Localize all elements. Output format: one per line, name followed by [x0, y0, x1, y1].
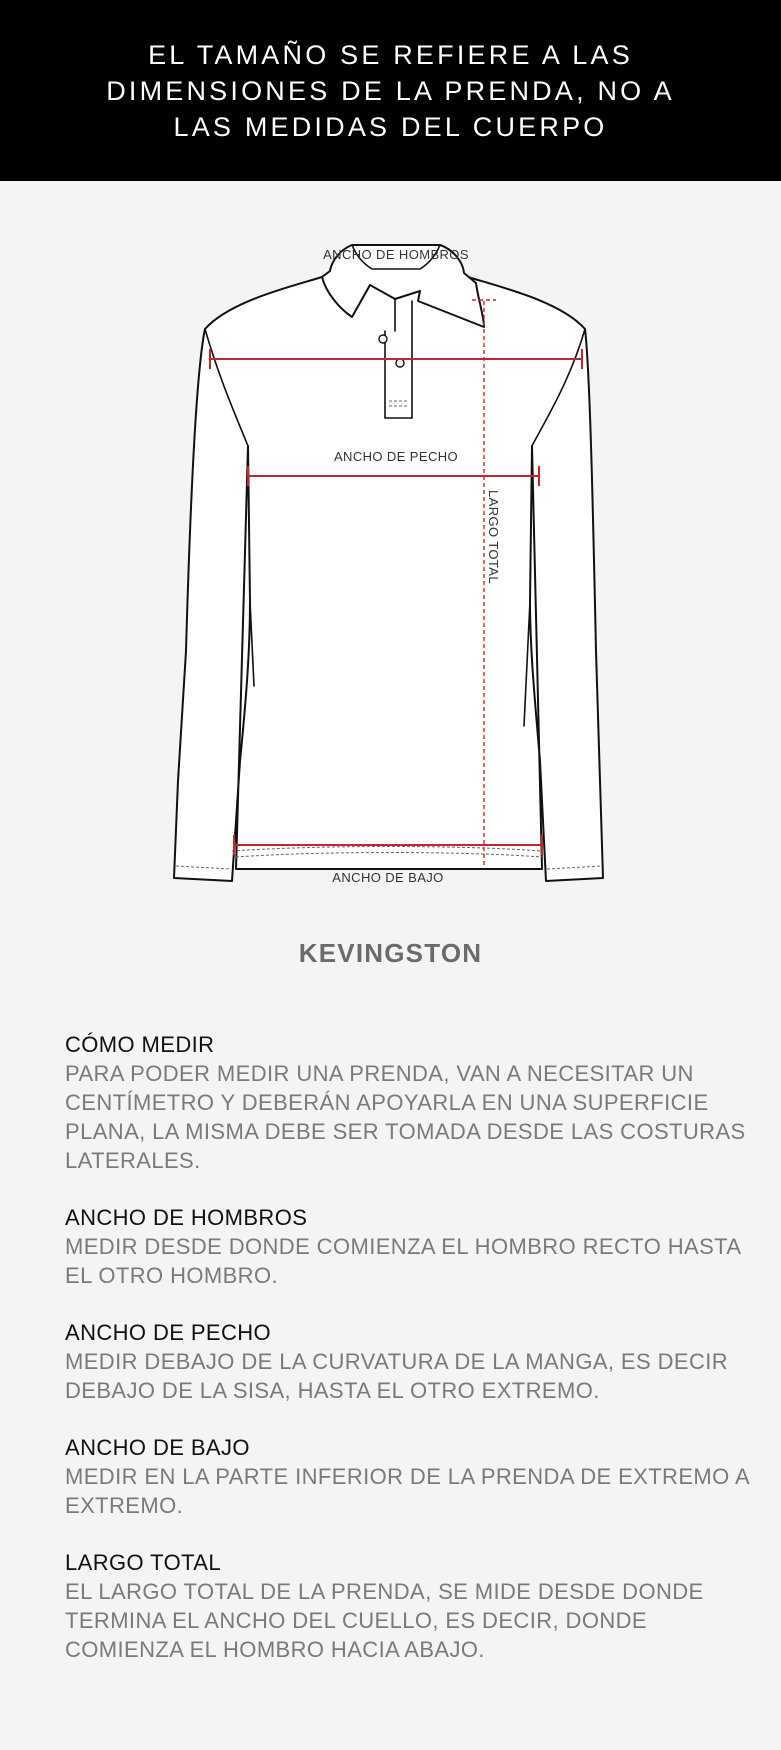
button-icon: [379, 335, 387, 343]
shoulder-label: ANCHO DE HOMBROS: [323, 247, 469, 262]
section-how-to-measure: [65, 1030, 755, 1175]
long-sleeve-polo-shirt-icon: [0, 181, 781, 921]
header-banner: [0, 0, 781, 181]
section-chest-width: [65, 1318, 755, 1405]
size-diagram: [0, 181, 781, 921]
section-shoulder-width: [65, 1203, 755, 1290]
page-title: EL TAMAÑO SE REFIERE A LAS DIMENSIONES DE LA PRENDA, NO A LAS MEDIDAS DEL CUERPO: [106, 39, 675, 142]
section-heading: ANCHO DE PECHO: [65, 1320, 272, 1345]
section-body: MEDIR DESDE DONDE COMIENZA EL HOMBRO RECTO HASTA EL OTRO HOMBRO.: [65, 1234, 741, 1288]
section-heading: ANCHO DE HOMBROS: [65, 1205, 308, 1230]
length-label: LARGO TOTAL: [486, 490, 501, 584]
section-body: MEDIR EN LA PARTE INFERIOR DE LA PRENDA DE EXTREMO A EXTREMO.: [65, 1464, 749, 1518]
section-heading: LARGO TOTAL: [65, 1550, 222, 1575]
section-total-length: [65, 1548, 755, 1664]
section-heading: CÓMO MEDIR: [65, 1032, 215, 1057]
section-hem-width: [65, 1433, 755, 1520]
hem-label: ANCHO DE BAJO: [332, 870, 444, 885]
section-body: EL LARGO TOTAL DE LA PRENDA, SE MIDE DESDE DONDE TERMINA EL ANCHO DEL CUELLO, ES DECIR, DONDE COMIENZA EL HOMBRO HACIA ABAJO.: [65, 1579, 704, 1662]
section-body: PARA PODER MEDIR UNA PRENDA, VAN A NECESITAR UN CENTÍMETRO Y DEBERÁN APOYARLA EN UNA SUPERFICIE PLANA, LA MISMA DEBE SER TOMADA DESDE LAS COSTURAS LATERALES.: [65, 1061, 746, 1173]
chest-label: ANCHO DE PECHO: [333, 449, 459, 464]
section-heading: ANCHO DE BAJO: [65, 1435, 250, 1460]
section-body: MEDIR DEBAJO DE LA CURVATURA DE LA MANGA, ES DECIR DEBAJO DE LA SISA, HASTA EL OTRO EXTREMO.: [65, 1349, 729, 1403]
shirt-body-outline: [174, 277, 603, 881]
button-icon: [396, 359, 404, 367]
measuring-instructions: [65, 1030, 755, 1692]
brand-logo: KEVINGSTON: [298, 938, 483, 968]
